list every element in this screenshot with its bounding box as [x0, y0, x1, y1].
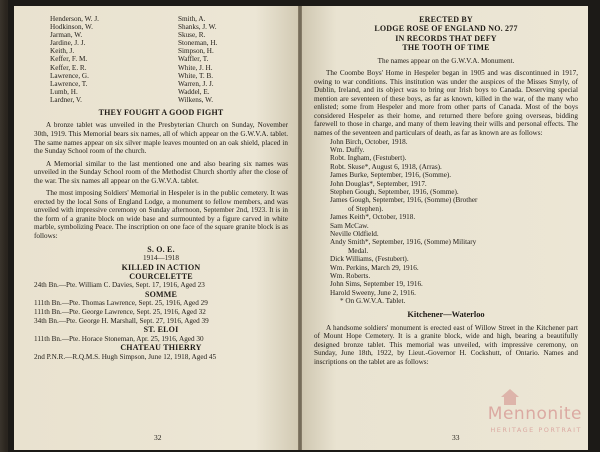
list-item: Stephen Gough, September, 1916, (Somme). — [330, 187, 459, 196]
casualty-list — [330, 138, 578, 298]
name-entry: Lardner, V. — [50, 95, 82, 104]
inscription-heading: LODGE ROSE OF ENGLAND NO. 277 — [374, 24, 518, 34]
name-entry: Henderson, W. J. — [50, 15, 99, 23]
casualty-row: 24th Bn.—Pte. William C. Davies, Sept. 17, 1916, Aged 23 — [34, 281, 205, 290]
name-entry: Shanks, J. W. — [178, 23, 217, 32]
name-entry: Warren, J. J. — [178, 79, 214, 88]
section-heading: Kitchener—Waterloo — [407, 309, 485, 319]
inscription-heading: KILLED IN ACTION — [121, 262, 201, 272]
paragraph: A bronze tablet was unveiled in the Presbyterian Church on Sunday, November 30th, 1919. This Memorial bears six names, all of which appear on the G.W.V.A. tablet. The same names appear on six silver maple leaves mounted on an oak shield, placed in the Sunday School room of the church. — [34, 121, 288, 156]
inscription-heading: ERECTED BY — [419, 15, 473, 24]
list-item: Robt. Skuse*, August 6, 1918, (Arras). — [330, 162, 442, 171]
inscription-years: 1914—1918 — [143, 253, 179, 262]
paragraph: A Memorial similar to the last mentioned one and also bearing six names was unveiled in the Sunday School room of the Methodist Church shortly after the close of the war. The six names all appear on the G.W.V.A. tablet. — [34, 159, 288, 185]
battle-heading: CHATEAU THIERRY — [120, 343, 202, 353]
name-entry: Keith, J. — [50, 47, 75, 56]
name-entry: Keffer, F. M. — [50, 55, 88, 64]
list-item: John Sims, September 19, 1916. — [330, 280, 423, 289]
footnote: * On G.W.V.A. Tablet. — [340, 297, 406, 306]
watermark-logo — [452, 388, 582, 440]
battle-heading: ST. ELOI — [143, 325, 179, 335]
page-number: 32 — [154, 433, 162, 442]
inscription-heading: IN RECORDS THAT DEFY — [395, 33, 497, 43]
name-entry: Hodkinson, W. — [50, 23, 93, 32]
right-page — [302, 6, 588, 450]
list-item: Harold Sweeny, June 2, 1916. — [330, 288, 416, 297]
watermark-subtitle: HERITAGE PORTRAIT — [490, 426, 582, 434]
name-entry: Skuse, R. — [178, 31, 206, 40]
casualty-row: 34th Bn.—Pte. George H. Marshall, Sept. 27, 1916, Aged 39 — [34, 316, 209, 325]
battle-heading: SOMME — [144, 289, 178, 299]
names-column-1 — [50, 15, 178, 104]
list-item: Wm. Roberts. — [330, 272, 371, 281]
list-item: James Gough, September, 1916, (Somme) (Brother of Stephen). — [330, 196, 478, 213]
list-item: Dick Williams, (Festubert). — [330, 255, 409, 264]
list-item: John Douglas*, September, 1917. — [330, 179, 427, 188]
section-heading: THEY FOUGHT A GOOD FIGHT — [98, 108, 224, 118]
name-entry: Jarman, W. — [50, 31, 83, 40]
list-item: Wm. Perkins, March 29, 1916. — [330, 263, 419, 272]
page-number: 33 — [452, 433, 460, 442]
name-entry: Stoneman, H. — [178, 39, 218, 48]
inscription-heading: S. O. E. — [147, 244, 175, 254]
list-item: Robt. Ingham, (Festubert). — [330, 154, 407, 163]
inscription-heading: THE TOOTH OF TIME — [402, 43, 490, 53]
note: The names appear on the G.W.V.A. Monument. — [377, 56, 515, 65]
name-entry: Waffler, T. — [178, 55, 209, 64]
names-table — [50, 15, 288, 104]
paragraph: The Coombe Boys' Home in Hespeler began in 1905 and was discontinued in 1917, owing to war conditions. This institution was under the auspices of the Misses Smyly, of Dublin, Ireland, and its object was to bring our Irish boys to Canada. Deserving special mention are seventeen of these boys, as far as known, killed in the war, of the many who enlisted; some from Hespeler and more from other parts of Canada. Most of the boys considered Hespeler as their home, and returned there before going overseas, bidding farewell to those in charge, and many of them leaving their wills and personal effects. The names of the seventeen and particulars of death, as far as known are as follows: — [314, 69, 578, 137]
name-entry: Simpson, H. — [178, 47, 214, 56]
name-entry: Keffer, E. R. — [50, 63, 87, 72]
name-entry: Smith, A. — [178, 15, 206, 23]
name-entry: Jardine, J. J. — [50, 39, 86, 48]
name-entry: Waddel, E. — [178, 87, 210, 96]
battle-heading: COURCELETTE — [129, 271, 193, 281]
list-item: Wm. Duffy. — [330, 145, 365, 154]
name-entry: Lawrence, G. — [50, 71, 89, 80]
casualty-row: 111th Bn.—Pte. Horace Stoneman, Apr. 25, 1916, Aged 30 — [34, 334, 204, 343]
list-item: Sam McCaw. — [330, 221, 369, 230]
name-entry: White, T. B. — [178, 71, 214, 80]
name-entry: Lawrence, T. — [50, 79, 88, 88]
paragraph: The most imposing Soldiers' Memorial in Hespeler is in the public cemetery. It was erected by the local Sons of England Lodge, a monument to fellow members, and was unveiled with impressive ceremony on Sunday afternoon, September 2nd, 1923. It is in the form of a granite block on wide base and surmounted by a figure carved in white marble, symbolizing Peace. The inscription on one face of the square granite block is as follows: — [34, 189, 288, 240]
left-page — [14, 6, 298, 450]
name-entry: Wilkens, W. — [178, 95, 214, 104]
list-item: Neville Oldfield. — [330, 230, 379, 239]
watermark-title: Mennonite — [487, 404, 582, 424]
names-column-2 — [178, 15, 278, 104]
casualty-row: 111th Bn.—Pte. George Lawrence, Sept. 25, 1916, Aged 32 — [34, 307, 206, 316]
list-item: James Keith*, October, 1918. — [330, 213, 416, 222]
list-item: John Birch, October, 1918. — [330, 137, 408, 146]
list-item: Andy Smith*, September, 1916, (Somme) Military Medal. — [330, 238, 477, 255]
list-item: James Burke, September, 1916, (Somme). — [330, 171, 452, 180]
name-entry: White, J. H. — [178, 63, 213, 72]
casualty-row: 111th Bn.—Pte. Thomas Lawrence, Sept. 25, 1916, Aged 29 — [34, 299, 208, 308]
casualty-row: 2nd P.N.R.—R.Q.M.S. Hugh Simpson, June 12, 1918, Aged 45 — [34, 352, 217, 361]
name-entry: Lumb, H. — [50, 87, 78, 96]
paragraph: A handsome soldiers' monument is erected east of Willow Street in the Kitchener part of Mount Hope Cemetery. It is a granite block, wide and high, bearing a beautifully designed bronze tablet. This memorial was unveiled, with impressive ceremony, on Sunday, June 18th, 1922, by Lieut.-Governor H. Cockshutt, of Ontario. Names and inscriptions on the tablet are as follows: — [314, 323, 578, 366]
